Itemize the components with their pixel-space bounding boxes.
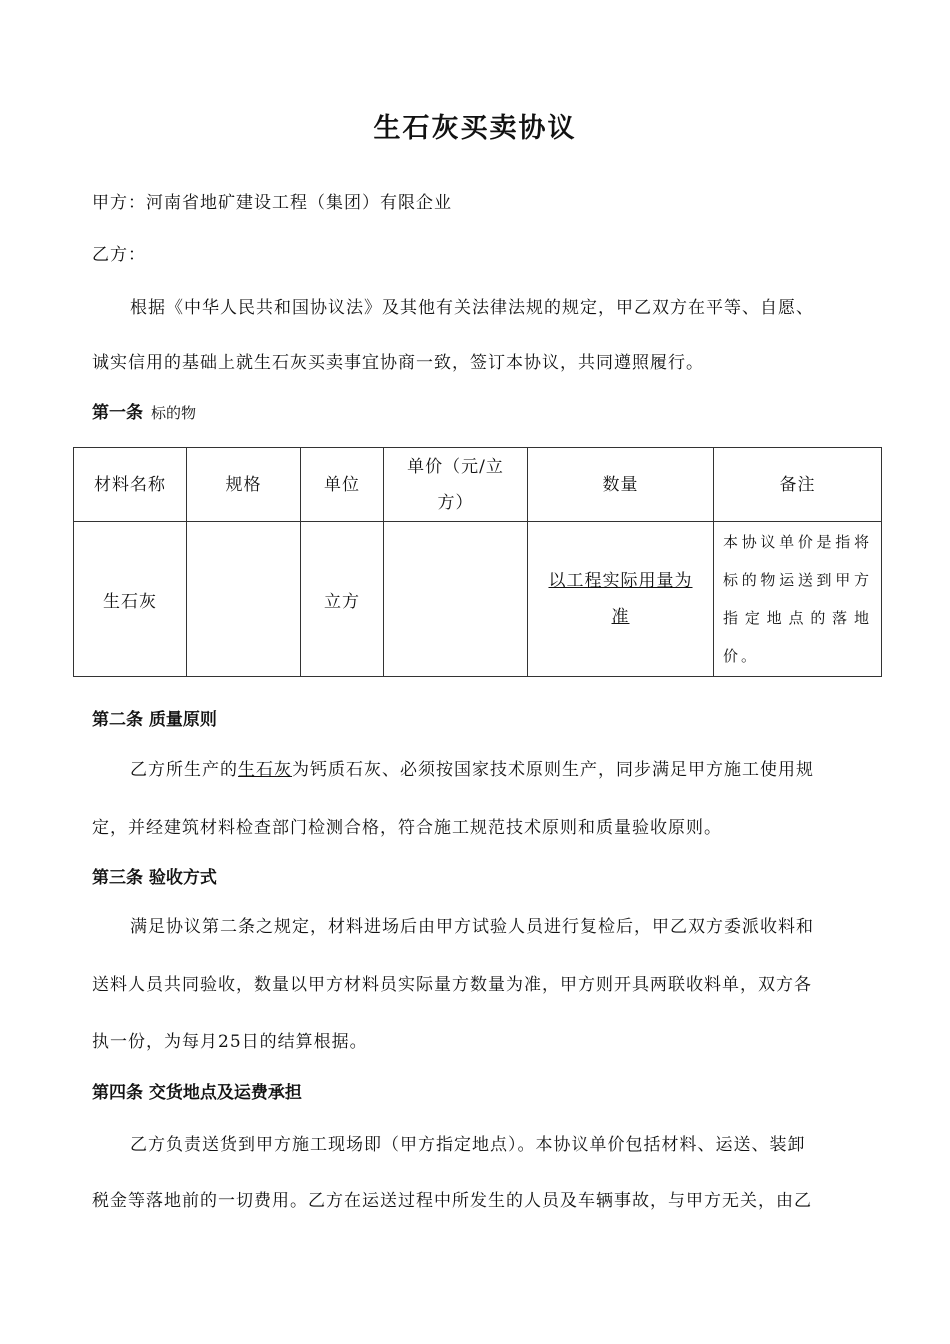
- cell-unit: 立方: [301, 522, 384, 677]
- table-header-row: [74, 448, 882, 522]
- cell-remarks-wrap: [714, 522, 882, 677]
- article-1-title: 标的物: [151, 404, 197, 422]
- header-material-name: 材料名称: [74, 448, 187, 522]
- header-quantity: 数量: [528, 448, 714, 522]
- header-unit-price: 单价（元/立方）: [384, 448, 528, 522]
- subject-matter-table: [73, 447, 882, 677]
- party-b: 乙方：: [92, 245, 146, 265]
- header-unit: 单位: [301, 448, 384, 522]
- article-1-heading: [92, 398, 196, 423]
- table-row: [74, 522, 882, 677]
- article-3-line-2: 送料人员共同验收，数量以甲方材料员实际量方数量为准，甲方则开具两联收料单，双方各: [92, 975, 812, 995]
- article-1-label: 第一条: [92, 403, 143, 423]
- article-4-line-1: 乙方负责送货到甲方施工现场即（甲方指定地点）。本协议单价包括材料、运送、装卸: [130, 1135, 806, 1155]
- cell-remarks: 本协议单价是指将标的物运送到甲方指定地点的落地价。: [723, 533, 872, 665]
- cell-spec: [187, 522, 301, 677]
- article-3-line-1: 满足协议第二条之规定，材料进场后由甲方试验人员进行复检后，甲乙双方委派收料和: [130, 917, 814, 937]
- cell-quantity-wrap: [528, 522, 714, 677]
- article-3-heading: 第三条 验收方式: [92, 868, 217, 888]
- article-2-line-2: 定，并经建筑材料检查部门检测合格，符合施工规范技术原则和质量验收原则。: [92, 818, 722, 838]
- preamble-line-2: 诚实信用的基础上就生石灰买卖事宜协商一致，签订本协议，共同遵照履行。: [92, 353, 704, 373]
- cell-unit-price: [384, 522, 528, 677]
- header-spec: 规格: [187, 448, 301, 522]
- article-2-line-1: [130, 755, 814, 780]
- article-2-line-1-b: 为钙质石灰、必须按国家技术原则生产，同步满足甲方施工使用规: [292, 760, 814, 780]
- cell-quantity: 以工程实际用量为准: [548, 571, 693, 627]
- article-2-heading: 第二条 质量原则: [92, 710, 217, 730]
- cell-material-name: 生石灰: [74, 522, 187, 677]
- party-a: 甲方：河南省地矿建设工程（集团）有限企业: [92, 193, 452, 213]
- article-4-line-2: 税金等落地前的一切费用。乙方在运送过程中所发生的人员及车辆事故，与甲方无关，由乙: [92, 1191, 812, 1211]
- header-remarks: 备注: [714, 448, 882, 522]
- document-title: 生石灰买卖协议: [373, 113, 577, 144]
- preamble-line-1: 根据《中华人民共和国协议法》及其他有关法律法规的规定，甲乙双方在平等、自愿、: [130, 298, 814, 318]
- article-2-line-1-a: 乙方所生产的: [130, 760, 238, 780]
- article-3-line-3: 执一份，为每月25日的结算根据。: [92, 1032, 368, 1052]
- article-2-line-1-quicklime: 生石灰: [238, 760, 292, 780]
- article-4-heading: 第四条 交货地点及运费承担: [92, 1083, 302, 1103]
